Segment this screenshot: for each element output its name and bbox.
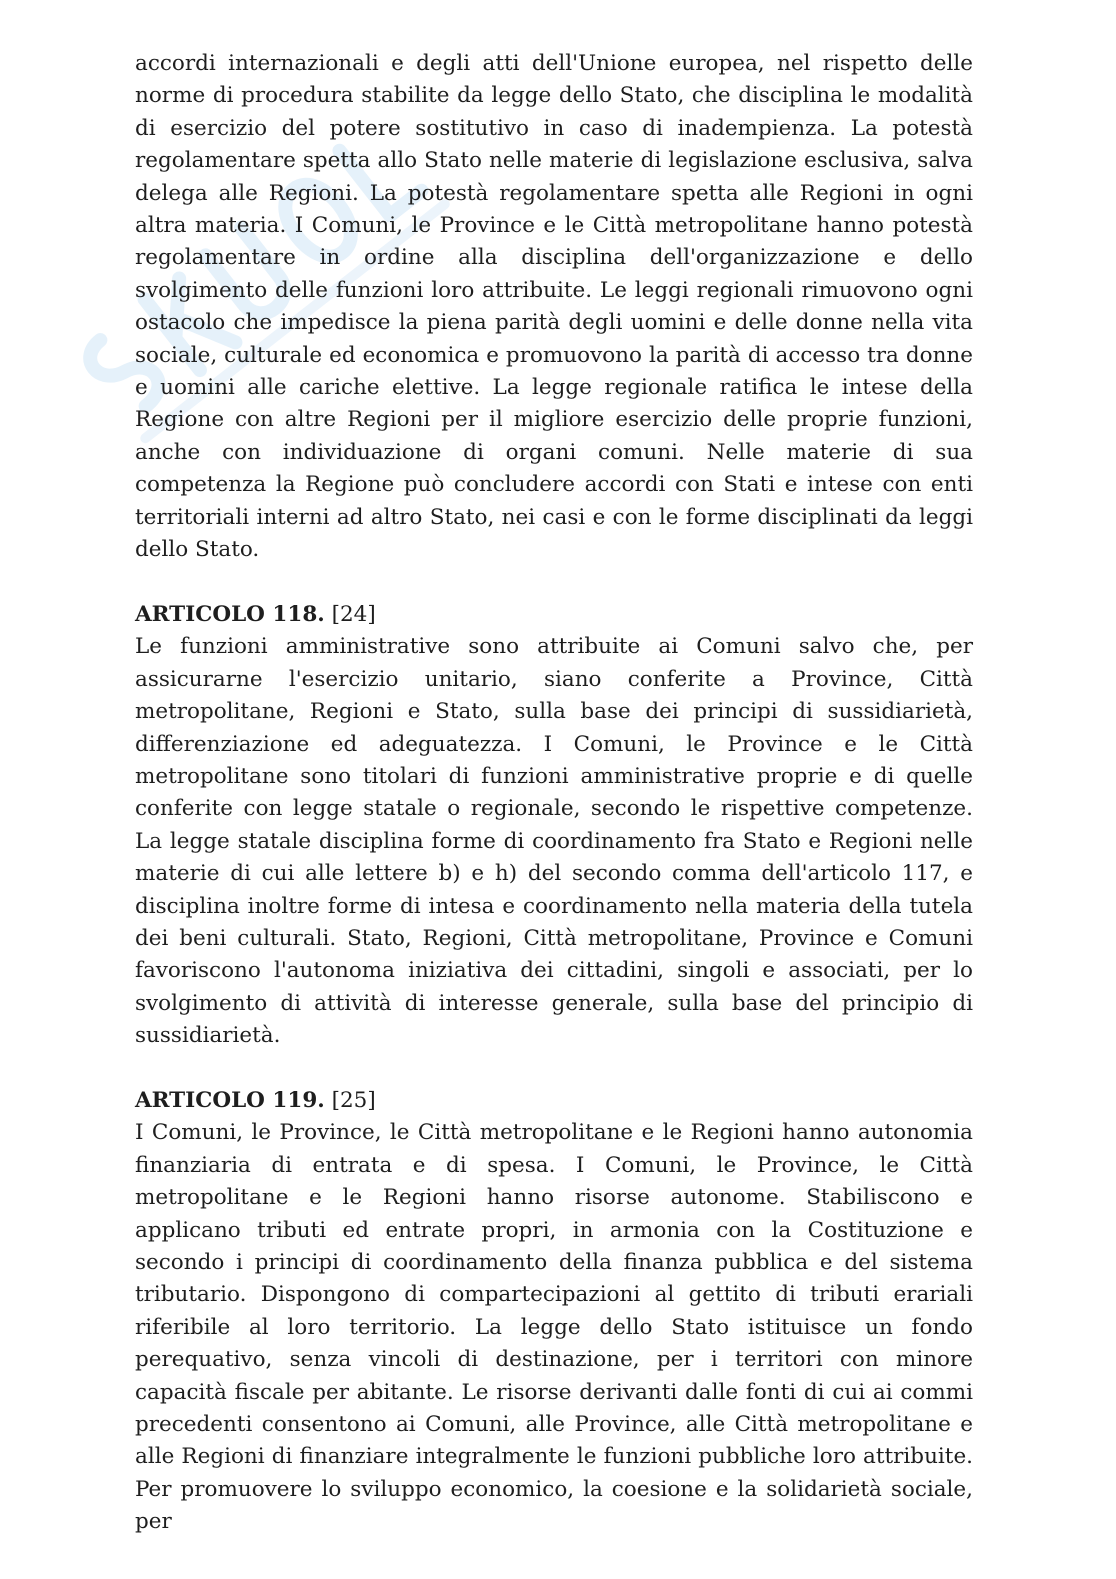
article-119-text: I Comuni, le Province, le Città metropolitane e le Regioni hanno autonomia finanziaria di entrata e di spesa. I Comuni, le Province, le Città metropolitane e le Regioni hanno risorse autonome. Stabiliscono e applicano tributi ed entrate propri, in armonia con la Costituzione e secondo i principi di coordinamento della finanza pubblica e del sistema tributario. Dispongono di compartecipazioni al gettito di tributi erariali riferibile al loro territorio. La legge dello Stato istituisce un fondo perequativo, senza vincoli di destinazione, per i territori con minore capacità fiscale per abitante. Le risorse derivanti dalle fonti di cui ai commi precedenti consentono ai Comuni, alle Province, alle Città metropolitane e alle Regioni di finanziare integralmente le funzioni pubbliche loro attribuite. Per promuovere lo sviluppo economico, la coesione e la solidarietà sociale, per — [135, 1120, 973, 1535]
article-118-note: [24] — [331, 601, 376, 627]
paragraph-intro: accordi internazionali e degli atti dell'Unione europea, nel rispetto delle norme di procedura stabilite da legge dello Stato, che disciplina le modalità di esercizio del potere sostitutivo in caso di inadempienza. La potestà regolamentare spetta allo Stato nelle materie di legislazione esclusiva, salva delega alle Regioni. La potestà regolamentare spetta alle Regioni in ogni altra materia. I Comuni, le Province e le Città metropolitane hanno potestà regolamentare in ordine alla disciplina dell'organizzazione e dello svolgimento delle funzioni loro attribuite. Le leggi regionali rimuovono ogni ostacolo che impedisce la piena parità degli uomini e delle donne nella vita sociale, culturale ed economica e promuovono la parità di accesso tra donne e uomini alle cariche elettive. La legge regionale ratifica le intese della Regione con altre Regioni per il migliore esercizio delle proprie funzioni, anche con individuazione di organi comuni. Nelle materie di sua competenza la Regione può concludere accordi con Stati e intese con enti territoriali interni ad altro Stato, nei casi e con le forme disciplinati da leggi dello Stato. — [135, 51, 973, 563]
article-118-title: ARTICOLO 118. — [135, 601, 325, 627]
spacer — [135, 1053, 973, 1085]
document-body — [135, 48, 973, 1539]
article-119-title: ARTICOLO 119. — [135, 1087, 325, 1113]
spacer — [135, 567, 973, 599]
article-118-heading — [135, 599, 973, 631]
article-118-text: Le funzioni amministrative sono attribuite ai Comuni salvo che, per assicurarne l'esercizio unitario, siano conferite a Province, Città metropolitane, Regioni e Stato, sulla base dei principi di sussidiarietà, differenziazione ed adeguatezza. I Comuni, le Province e le Città metropolitane sono titolari di funzioni amministrative proprie e di quelle conferite con legge statale o regionale, secondo le rispettive competenze. La legge statale disciplina forme di coordinamento fra Stato e Regioni nelle materie di cui alle lettere b) e h) del secondo comma dell'articolo 117, e disciplina inoltre forme di intesa e coordinamento nella materia della tutela dei beni culturali. Stato, Regioni, Città metropolitane, Province e Comuni favoriscono l'autonoma iniziativa dei cittadini, singoli e associati, per lo svolgimento di attività di interesse generale, sulla base del principio di sussidiarietà. — [135, 634, 973, 1049]
article-119-note: [25] — [331, 1087, 376, 1113]
article-119-heading — [135, 1085, 973, 1117]
